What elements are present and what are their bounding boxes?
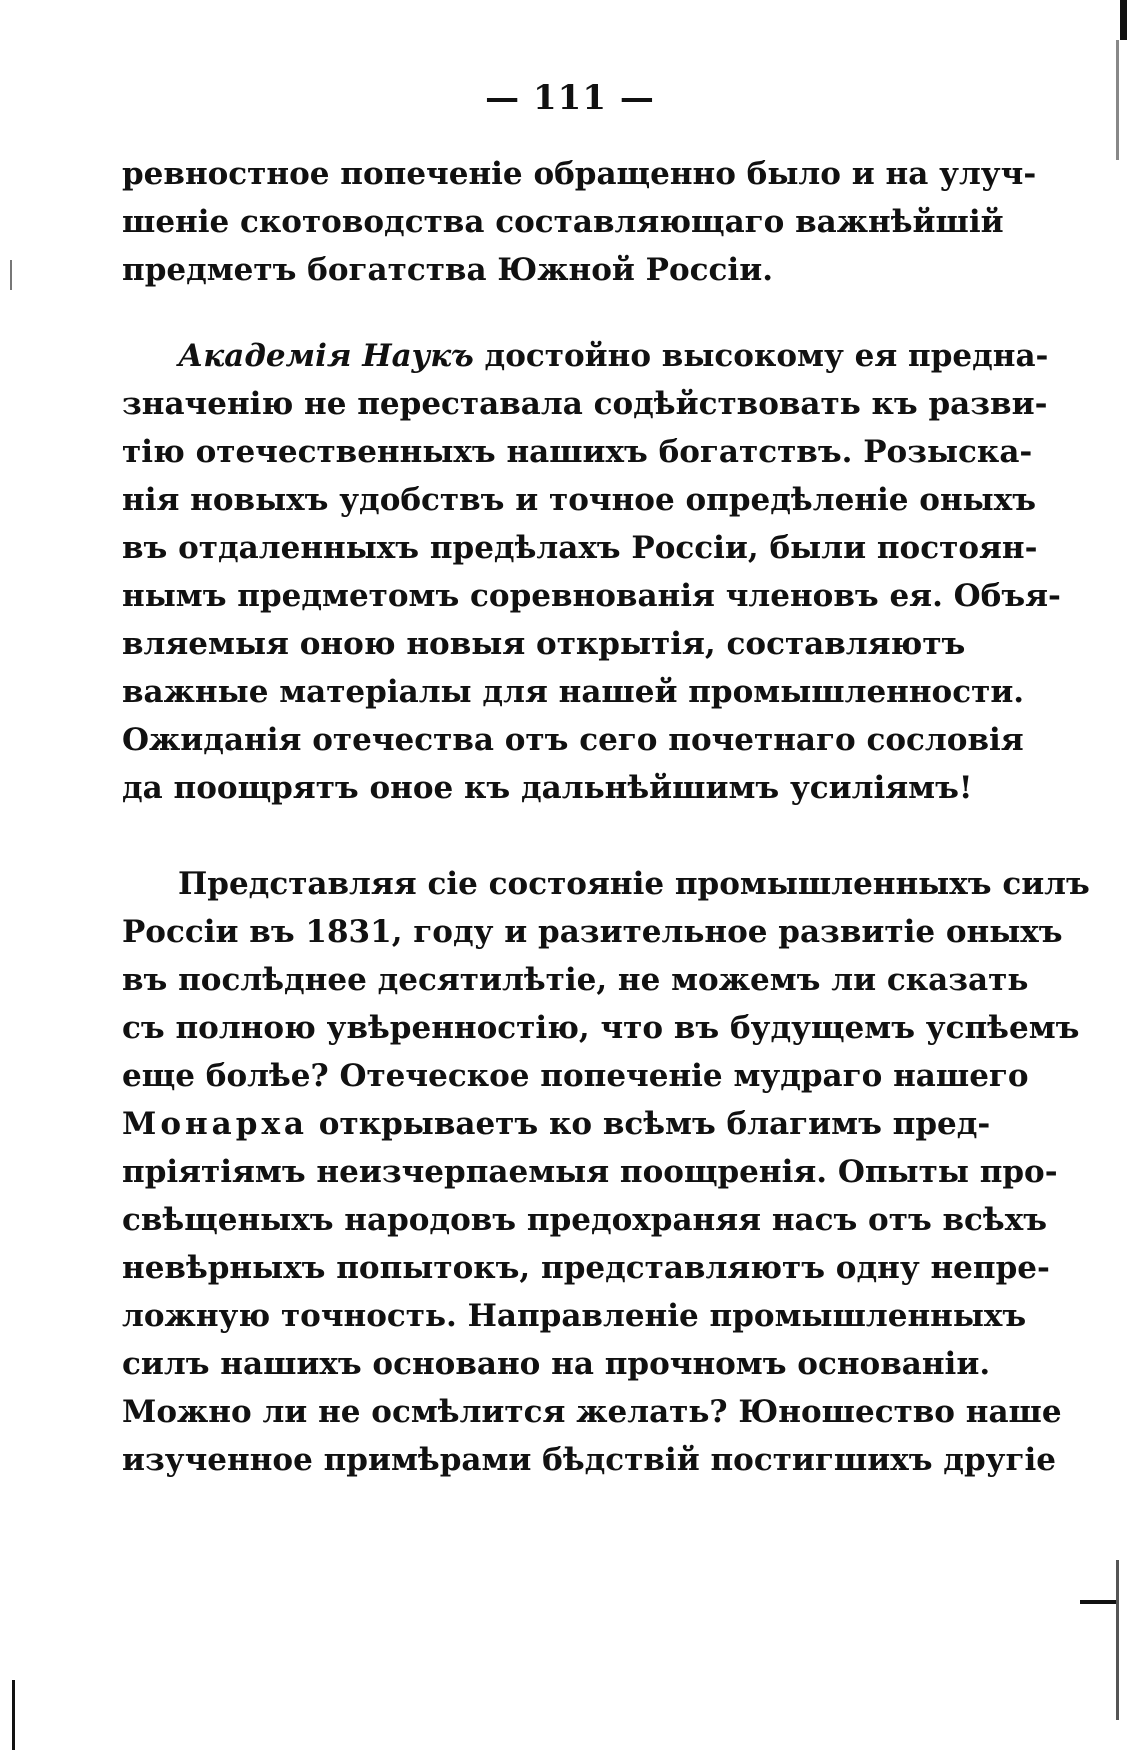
paragraph-1	[122, 150, 1037, 294]
text-line: тію отечественныхъ нашихъ богатствъ. Розыска-	[122, 434, 1033, 470]
text-line: Россіи въ 1831, году и разительное развитіе оныхъ	[122, 914, 1063, 950]
text-line: ревностное попеченіе обращенно было и на улуч-	[122, 156, 1037, 192]
text-line: шеніе скотоводства составляющаго важнѣйшій	[122, 204, 1004, 240]
text-line: изученное примѣрами бѣдствій постигшихъ другіе	[122, 1442, 1056, 1478]
text-line: Ожиданія отечества отъ сего почетнаго сословія	[122, 722, 1024, 758]
text-line: съ полною увѣренностію, что въ будущемъ успѣемъ	[122, 1010, 1080, 1046]
text-line: Монарха открываетъ ко всѣмъ благимъ пред-	[122, 1106, 991, 1142]
text-line: въ послѣднее десятилѣтіе, не можемъ ли сказать	[122, 962, 1029, 998]
academy-term: Академія Наукъ	[178, 338, 474, 374]
scan-edge-mark	[1080, 1600, 1118, 1604]
text-line: Представляя сіе состояніе промышленныхъ силъ	[178, 866, 1090, 902]
scan-edge-mark	[10, 260, 12, 290]
text-line: свѣщеныхъ народовъ предохраняя насъ отъ всѣхъ	[122, 1202, 1047, 1238]
scan-edge-mark	[12, 1680, 15, 1750]
text-line: нымъ предметомъ соревнованія членовъ ея. Объя-	[122, 578, 1061, 614]
scan-edge-mark	[1116, 40, 1119, 160]
page-number: — 111 —	[485, 78, 655, 118]
text-line: нія новыхъ удобствъ и точное опредѣленіе оныхъ	[122, 482, 1036, 518]
scan-edge-mark	[1120, 0, 1127, 40]
paragraph-2	[122, 332, 1061, 812]
text-line	[122, 332, 1049, 380]
text-line: невѣрныхъ попытокъ, представляютъ одну непре-	[122, 1250, 1050, 1286]
text-line: Можно ли не осмѣлится желать? Юношество наше	[122, 1394, 1062, 1430]
scan-edge-mark	[1116, 1560, 1119, 1720]
paragraph-3	[122, 860, 1090, 1484]
text-line: силъ нашихъ основано на прочномъ основаніи.	[122, 1346, 991, 1382]
text-line: значенію не переставала содѣйствовать къ разви-	[122, 386, 1048, 422]
text-line: важные матеріалы для нашей промышленности.	[122, 674, 1025, 710]
text-line: вляемыя оною новыя открытія, составляютъ	[122, 626, 966, 662]
text-line-rest: достойно высокому ея предна-	[473, 338, 1049, 374]
text-line: предметъ богатства Южной Россіи.	[122, 252, 773, 288]
text-line: да поощрятъ оное къ дальнѣйшимъ усиліямъ!	[122, 770, 973, 806]
text-line: въ отдаленныхъ предѣлахъ Россіи, были постоян-	[122, 530, 1038, 566]
text-line: ложную точность. Направленіе промышленныхъ	[122, 1298, 1027, 1334]
text-line: пріятіямъ неизчерпаемыя поощренія. Опыты про-	[122, 1154, 1058, 1190]
text-line: еще болѣе? Отеческое попеченіе мудраго нашего	[122, 1058, 1029, 1094]
monarch-word: Монарха	[122, 1106, 309, 1142]
